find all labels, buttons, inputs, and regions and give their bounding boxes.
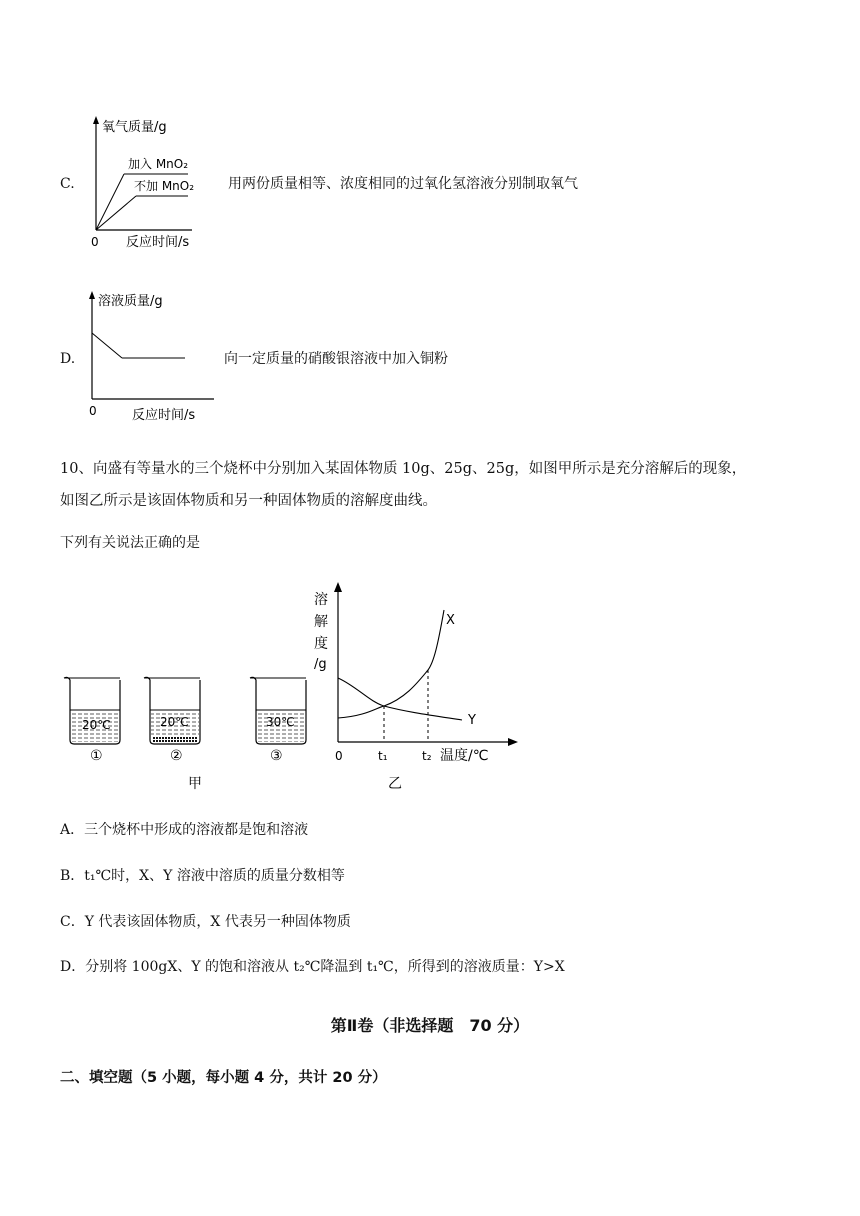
option-d-letter: D. [60, 351, 76, 367]
xlabel: 反应时间/s [132, 408, 196, 423]
beaker-1 [64, 677, 120, 744]
ylabel-char-1: 溶 [314, 592, 328, 608]
y-axis-arrow [93, 116, 99, 124]
curve-y-label: Y [468, 713, 476, 728]
section-2-subtitle: 二、填空题（5 小题，每小题 4 分，共计 20 分） [60, 1070, 387, 1086]
beaker-2 [144, 677, 200, 744]
y-axis-arrow [334, 582, 342, 592]
option-d-graph [82, 287, 222, 427]
choice-c: C．Y 代表该固体物质，X 代表另一种固体物质 [60, 914, 351, 930]
beaker-3-temp: 30℃ [266, 715, 295, 729]
ylabel-char-3: 度 [314, 636, 328, 652]
t1-label: t₁ [378, 749, 388, 763]
option-c-graph [84, 112, 214, 252]
beaker-1-mark: ① [90, 748, 103, 764]
beaker-3 [250, 677, 306, 744]
origin-label: 0 [89, 404, 97, 418]
ylabel: 氧气质量/g [102, 120, 167, 135]
choice-a: A．三个烧杯中形成的溶液都是饱和溶液 [60, 822, 309, 838]
option-d-text: 向一定质量的硝酸银溶液中加入铜粉 [224, 351, 448, 367]
figure-b-solubility-chart [306, 578, 526, 798]
t2-label: t₂ [422, 749, 432, 763]
curve-y [338, 678, 462, 720]
line-with-mno2 [96, 174, 124, 230]
choice-d: D．分别将 100gX、Y 的饱和溶液从 t₂℃降温到 t₁℃，所得到的溶液质量：Y>X [60, 959, 565, 975]
sediment [152, 736, 198, 743]
beaker-2-mark: ② [170, 748, 183, 764]
line2-label: 不加 MnO₂ [134, 179, 195, 193]
xlabel: 反应时间/s [126, 235, 190, 250]
beaker-3-mark: ③ [270, 748, 283, 764]
xlabel: 温度/℃ [440, 748, 489, 764]
figure-a-caption: 甲 [188, 776, 202, 792]
ylabel-char-2: 解 [314, 614, 328, 630]
ylabel: 溶液质量/g [98, 294, 163, 309]
question-10-prompt: 下列有关说法正确的是 [60, 535, 200, 551]
x-axis-arrow [508, 738, 518, 746]
ylabel-char-4: /g [314, 657, 327, 672]
origin-label: 0 [335, 749, 343, 763]
line1-label: 加入 MnO₂ [128, 157, 189, 171]
decreasing-segment [92, 333, 122, 358]
question-10-stem: 10、向盛有等量水的三个烧杯中分别加入某固体物质 10g、25g、25g，如图甲所示是充分溶解后的现象， 如图乙所示是该固体物质和另一种固体物质的溶解度曲线。 [60, 461, 747, 509]
beaker-2-temp: 20℃ [160, 715, 189, 729]
beaker-1-temp: 20℃ [82, 718, 111, 732]
option-c-text: 用两份质量相等、浓度相同的过氧化氢溶液分别制取氧气 [228, 176, 578, 192]
origin-label: 0 [91, 235, 99, 249]
choice-b: B．t₁℃时，X、Y 溶液中溶质的质量分数相等 [60, 868, 345, 884]
y-axis-arrow [89, 291, 95, 299]
curve-x-label: X [446, 613, 455, 628]
line-without-mno2 [96, 196, 136, 230]
option-c-letter: C. [60, 176, 75, 192]
section-2-title: 第Ⅱ卷（非选择题 70 分） [330, 1016, 530, 1035]
figure-b-caption: 乙 [388, 776, 402, 792]
